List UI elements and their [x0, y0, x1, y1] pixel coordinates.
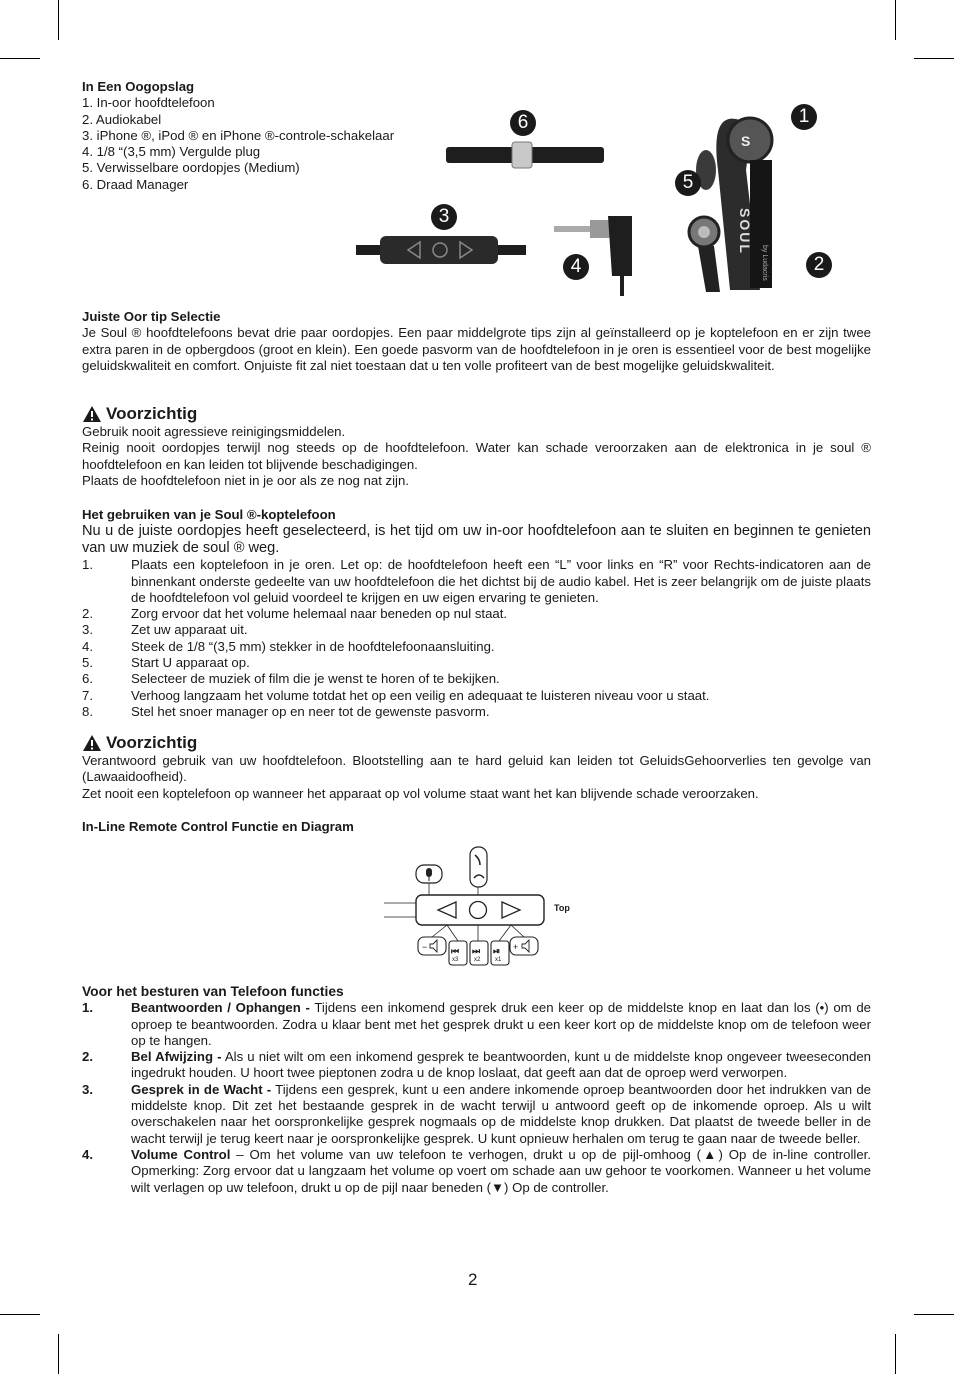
- inline-remote: [380, 236, 498, 264]
- phone-item: 4. Volume Control – Om het volume van uw telefoon te verhogen, drukt u op de pijl-omhoog (▲) Op de in-line controller. Opmerking: Zorg ervoor dat u langzaam het volume op voert om schade aan uw gehoor te voorkomen. Wanneer u het volume wilt verlagen op uw telefoon, drukt u op de pijl naar beneden (▼) Op de controller.: [82, 1146, 871, 1195]
- usage-step: 2. Zorg ervoor dat het volume helemaal naar beneden op nul staat.: [82, 606, 508, 622]
- tip-section: [82, 309, 871, 374]
- remote-body: [416, 895, 544, 925]
- figure-badge-3: 3: [431, 204, 457, 230]
- warning-title: Voorzichtig: [106, 404, 198, 423]
- usage-step: 4. Steek de 1/8 “(3,5 mm) stekker in de hoofdtelefoonaansluiting.: [82, 638, 495, 654]
- brand-label: SOUL: [737, 208, 753, 255]
- warning-line: Plaats de hoofdtelefoon niet in je oor als ze nog nat zijn.: [82, 472, 409, 488]
- crop-mark: [58, 1334, 59, 1374]
- product-illustration: [350, 100, 850, 300]
- page-number: 2: [468, 1270, 478, 1289]
- usage-step: 6. Selecteer de muziek of film die je wenst te horen of te bekijken.: [82, 671, 500, 687]
- svg-text:−: −: [422, 942, 428, 952]
- phone-title: Voor het besturen van Telefoon functies: [82, 984, 344, 999]
- remote-title: In-Line Remote Control Functie en Diagram: [82, 819, 354, 834]
- remote-top-label: Top: [554, 903, 570, 913]
- remote-section: [82, 819, 871, 835]
- figure-badge-6: 6: [510, 110, 536, 136]
- tip-text: Je Soul ® hoofdtelefoons bevat drie paar oordopjes. Een paar middelgrote tips zijn al geïnstalleerd op je koptelefoon en er zijn twee extra paren in de opbergdoos (groot en klein). Een goede pasvorm van de hoofdtelefoon in je oren is essentieel voor de best mogelijke geluidskwaliteit en comfort. Onjuiste fit zal niet toestaan dat u ten volle profiteert van de best mogelijke geluidskwaliteit.: [82, 325, 871, 373]
- warning-line: Verantwoord gebruik van uw hoofdtelefoon. Blootstelling aan te hard geluid kan leiden tot GeluidsGehoorverlies ten gevolge van (Lawaaidoofheid).: [82, 753, 871, 785]
- svg-text:⏭: ⏭: [472, 946, 481, 956]
- figure-badge-4: 4: [563, 254, 589, 280]
- phone-section: [82, 984, 871, 1196]
- phone-item: 1. Beantwoorden / Ophangen - Tijdens een inkomend gesprek druk een keer op de middelste knop en laat dan los (•) om de oproep te beantwoorden. Zodra u klaar bent met het gesprek drukt u een keer kort op de middelste knop om de telefoon weer op te hangen.: [82, 1000, 871, 1048]
- overview-item: 2. Audiokabel: [82, 111, 162, 127]
- usage-step: 1. Plaats een koptelefoon in je oren. Let op: de hoofdtelefoon heeft een “L” voor links en “R” voor Rechts-indicatoren aan de binnenkant onderste gedeelte van uw hoofdtelefoon die het dichtst bij de audio kabel. Het is zeer belangrijk om de juiste plaats de hoofdtelefoon vol geluid voordeel te krijgen en uw eigen ervaring te genieten.: [82, 557, 871, 605]
- phone-item: 3. Gesprek in de Wacht - Tijdens een gesprek, kunt u een andere inkomende oproep beantwoorden door het indrukken van de middelste knop. Dit zet het bestaande gesprek in de wacht terwijl u antwoord geeft op de inkomende oproep. Als u wilt overschakelen naar het oorspronkelijke gesprek nogmaals op de middelste knop drukken. Dat plaatst de tweede beller in de wacht terwijl je terug keert naar je oorspronkelijke gesprek. U kunt opnieuw herhalen om terug te gaan naar de tweede beller.: [82, 1081, 871, 1146]
- press-count-label: x1: [495, 957, 502, 963]
- crop-mark: [914, 1314, 954, 1315]
- svg-text:⏯: ⏯: [493, 946, 501, 956]
- crop-mark: [914, 58, 954, 59]
- audio-plug: [608, 216, 632, 276]
- warning-section-1: [82, 404, 871, 489]
- tip-title: Juiste Oor tip Selectie: [82, 309, 221, 324]
- remote-diagram: [384, 845, 584, 970]
- press-count-label: x3: [452, 957, 459, 963]
- usage-step: 8. Stel het snoer manager op en neer tot de gewenste pasvorm.: [82, 703, 490, 719]
- crop-mark: [895, 1334, 896, 1374]
- phone-item: 2. Bel Afwijzing - Als u niet wilt om een inkomend gesprek te beantwoorden, kunt u de middelste knop ongeveer tweeseconden ingedrukt houden. U hoort twee pieptonen zodra u de knop loslaat, dat geeft aan dat de oproep werd verworpen.: [82, 1049, 871, 1081]
- figure-badge-2: 2: [806, 252, 832, 278]
- warning-triangle-icon: [82, 734, 102, 752]
- warning-line: Gebruik nooit agressieve reinigingsmiddelen.: [82, 424, 346, 439]
- usage-section: [82, 507, 871, 720]
- warning-line: Reinig nooit oordopjes terwijl nog steeds op de hoofdtelefoon. Water kan schade veroorzaken aan de elektronica in je soul ® hoofdtelefoon en kan leiden tot blijvende beschadigingen.: [82, 440, 871, 472]
- wire-manager-clip: [512, 142, 532, 168]
- overview-item: 4. 1/8 “(3,5 mm) Vergulde plug: [82, 144, 261, 160]
- warning-line: Zet nooit een koptelefoon op wanneer het apparaat op vol volume staat want het kan blijvende schade veroorzaken.: [82, 785, 759, 801]
- overview-item: 1. In-oor hoofdtelefoon: [82, 95, 215, 111]
- svg-text:+: +: [513, 942, 519, 952]
- product-figure: [350, 100, 850, 300]
- overview-item: 5. Verwisselbare oordopjes (Medium): [82, 160, 300, 176]
- warning-triangle-icon: [82, 405, 102, 423]
- figure-badge-1: 1: [791, 104, 817, 130]
- crop-mark: [0, 1314, 40, 1315]
- phone-call-icon: [470, 847, 487, 887]
- svg-text:⏮: ⏮: [451, 946, 460, 956]
- overview-item: 3. iPhone ®, iPod ® en iPhone ®-controle-schakelaar: [82, 127, 395, 143]
- brand-by-label: by Ludacris: [761, 245, 768, 281]
- usage-step: 7. Verhoog langzaam het volume totdat het op een veilig en adequaat te luisteren niveau voor u staat.: [82, 687, 710, 703]
- warning-section-2: [82, 733, 871, 802]
- figure-badge-5: 5: [675, 170, 701, 196]
- usage-step: 3. Zet uw apparaat uit.: [82, 622, 248, 638]
- warning-title: Voorzichtig: [106, 733, 198, 752]
- press-count-label: x2: [474, 957, 481, 963]
- overview-title: In Een Oogopslag: [82, 79, 195, 94]
- usage-step: 5. Start U apparaat op.: [82, 655, 250, 671]
- crop-mark: [0, 58, 40, 59]
- usage-lead: Nu u de juiste oordopjes heeft geselecteerd, is het tijd om uw in-oor hoofdtelefoon aan te sluiten en beginnen te genieten van uw muziek de soul ® weg.: [82, 523, 871, 557]
- crop-mark: [895, 0, 896, 40]
- overview-item: 6. Draad Manager: [82, 176, 189, 192]
- crop-mark: [58, 0, 59, 40]
- earbud-logo: S: [741, 133, 751, 149]
- usage-title: Het gebruiken van je Soul ®-koptelefoon: [82, 507, 336, 522]
